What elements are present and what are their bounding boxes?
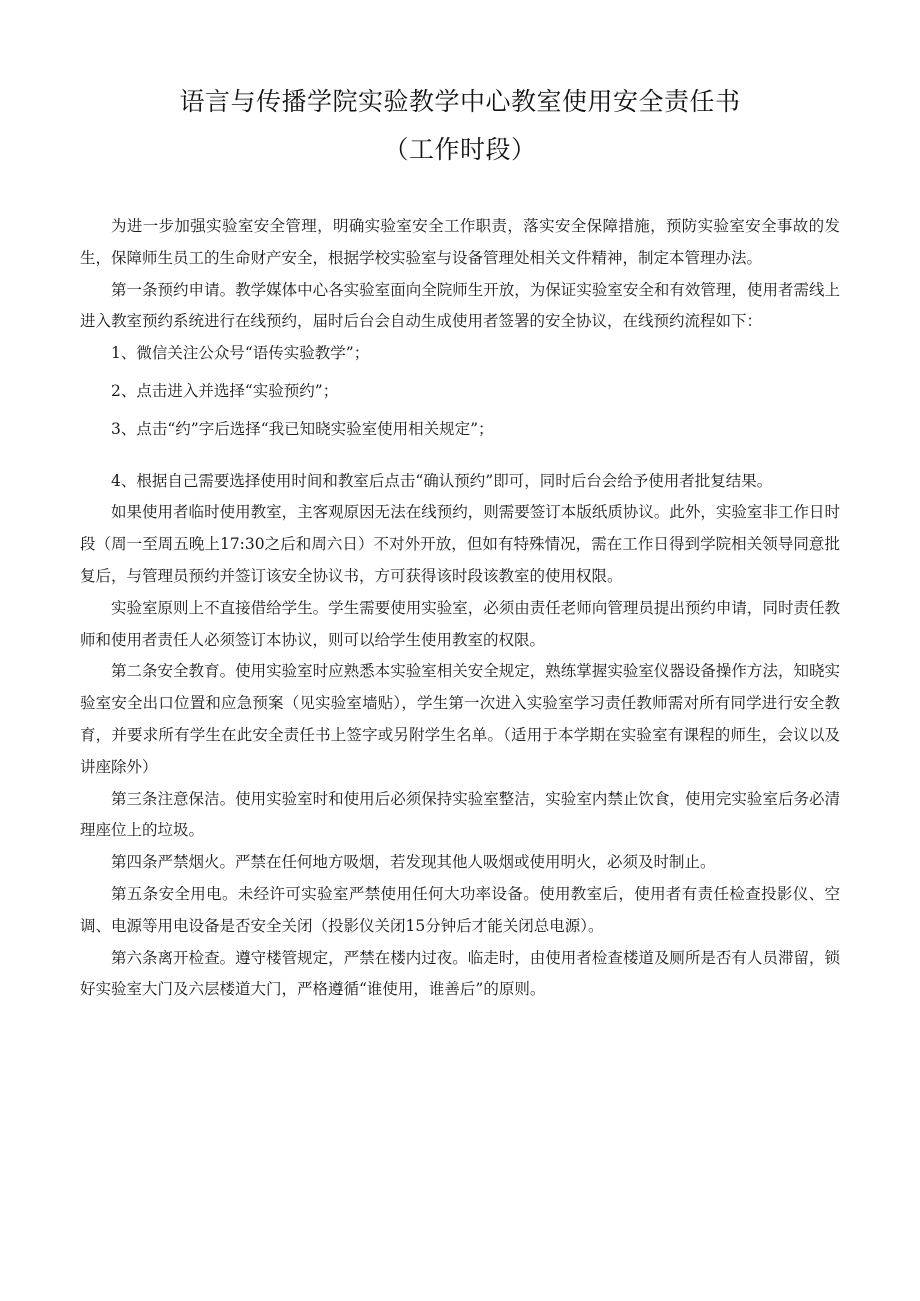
- paragraph-student-use: 实验室原则上不直接借给学生。学生需要使用实验室，必须由责任老师向管理员提出预约申请，同时责任教师和使用者责任人必须签订本协议，则可以给学生使用教室的权限。: [80, 598, 840, 649]
- step-1: 1、微信关注公众号“语传实验教学”；: [111, 344, 370, 363]
- step-2: 2、点击进入并选择“实验预约”；: [111, 381, 339, 400]
- paragraph-article-6: 第六条离开检查。遵守楼管规定，严禁在楼内过夜。临走时，由使用者检查楼道及厕所是否有人员滞留，锁好实验室大门及六层楼道大门，严格遵循“谁使用，谁善后”的原则。: [80, 948, 840, 999]
- step-3: 3、点击“约”字后选择“我已知晓实验室使用相关规定”；: [111, 419, 494, 438]
- document-title: 语言与传播学院实验教学中心教室使用安全责任书: [179, 87, 741, 116]
- paragraph-preamble: 为进一步加强实验室安全管理，明确实验室安全工作职责，落实安全保障措施，预防实验室安全事故的发生，保障师生员工的生命财产安全，根据学校实验室与设备管理处相关文件精神，制定本管理办法。: [80, 217, 840, 267]
- document-subtitle: （工作时段）: [383, 135, 537, 164]
- document-body: [80, 211, 840, 1006]
- paragraph-offline-use: 如果使用者临时使用教室，主客观原因无法在线预约，则需要签订本版纸质协议。此外，实验室非工作日时段（周一至周五晚上17:30之后和周六日）不对外开放，但如有特殊情况，需在工作日得到学院相关领导同意批复后，与管理员预约并签订该安全协议书，方可获得该时段该教室的使用权限。: [80, 503, 840, 585]
- paragraph-article-2: 第二条安全教育。使用实验室时应熟悉本实验室相关安全规定，熟练掌握实验室仪器设备操作方法，知晓实验室安全出口位置和应急预案（见实验室墙贴），学生第一次进入实验室学习责任教师需对所有同学进行安全教育，并要求所有学生在此安全责任书上签字或另附学生名单。（适用于本学期在实验室有课程的师生，会议以及讲座除外）: [80, 662, 840, 776]
- step-4: 4、根据自己需要选择使用时间和教室后点击“确认预约”即可，同时后台会给予使用者批复结果。: [111, 471, 773, 490]
- paragraph-article-4: 第四条严禁烟火。严禁在任何地方吸烟，若发现其他人吸烟或使用明火，必须及时制止。: [111, 853, 716, 872]
- paragraph-article-5: 第五条安全用电。未经许可实验室严禁使用任何大功率设备。使用教室后，使用者有责任检查投影仪、空调、电源等用电设备是否安全关闭（投影仪关闭15分钟后才能关闭总电源）。: [80, 884, 840, 935]
- paragraph-article-3: 第三条注意保洁。使用实验室时和使用后必须保持实验室整洁，实验室内禁止饮食，使用完实验室后务必清理座位上的垃圾。: [80, 789, 840, 840]
- paragraph-article-1: 第一条预约申请。教学媒体中心各实验室面向全院师生开放，为保证实验室安全和有效管理，使用者需线上进入教室预约系统进行在线预约，届时后台会自动生成使用者签署的安全协议，在线预约流程如下：: [80, 280, 840, 331]
